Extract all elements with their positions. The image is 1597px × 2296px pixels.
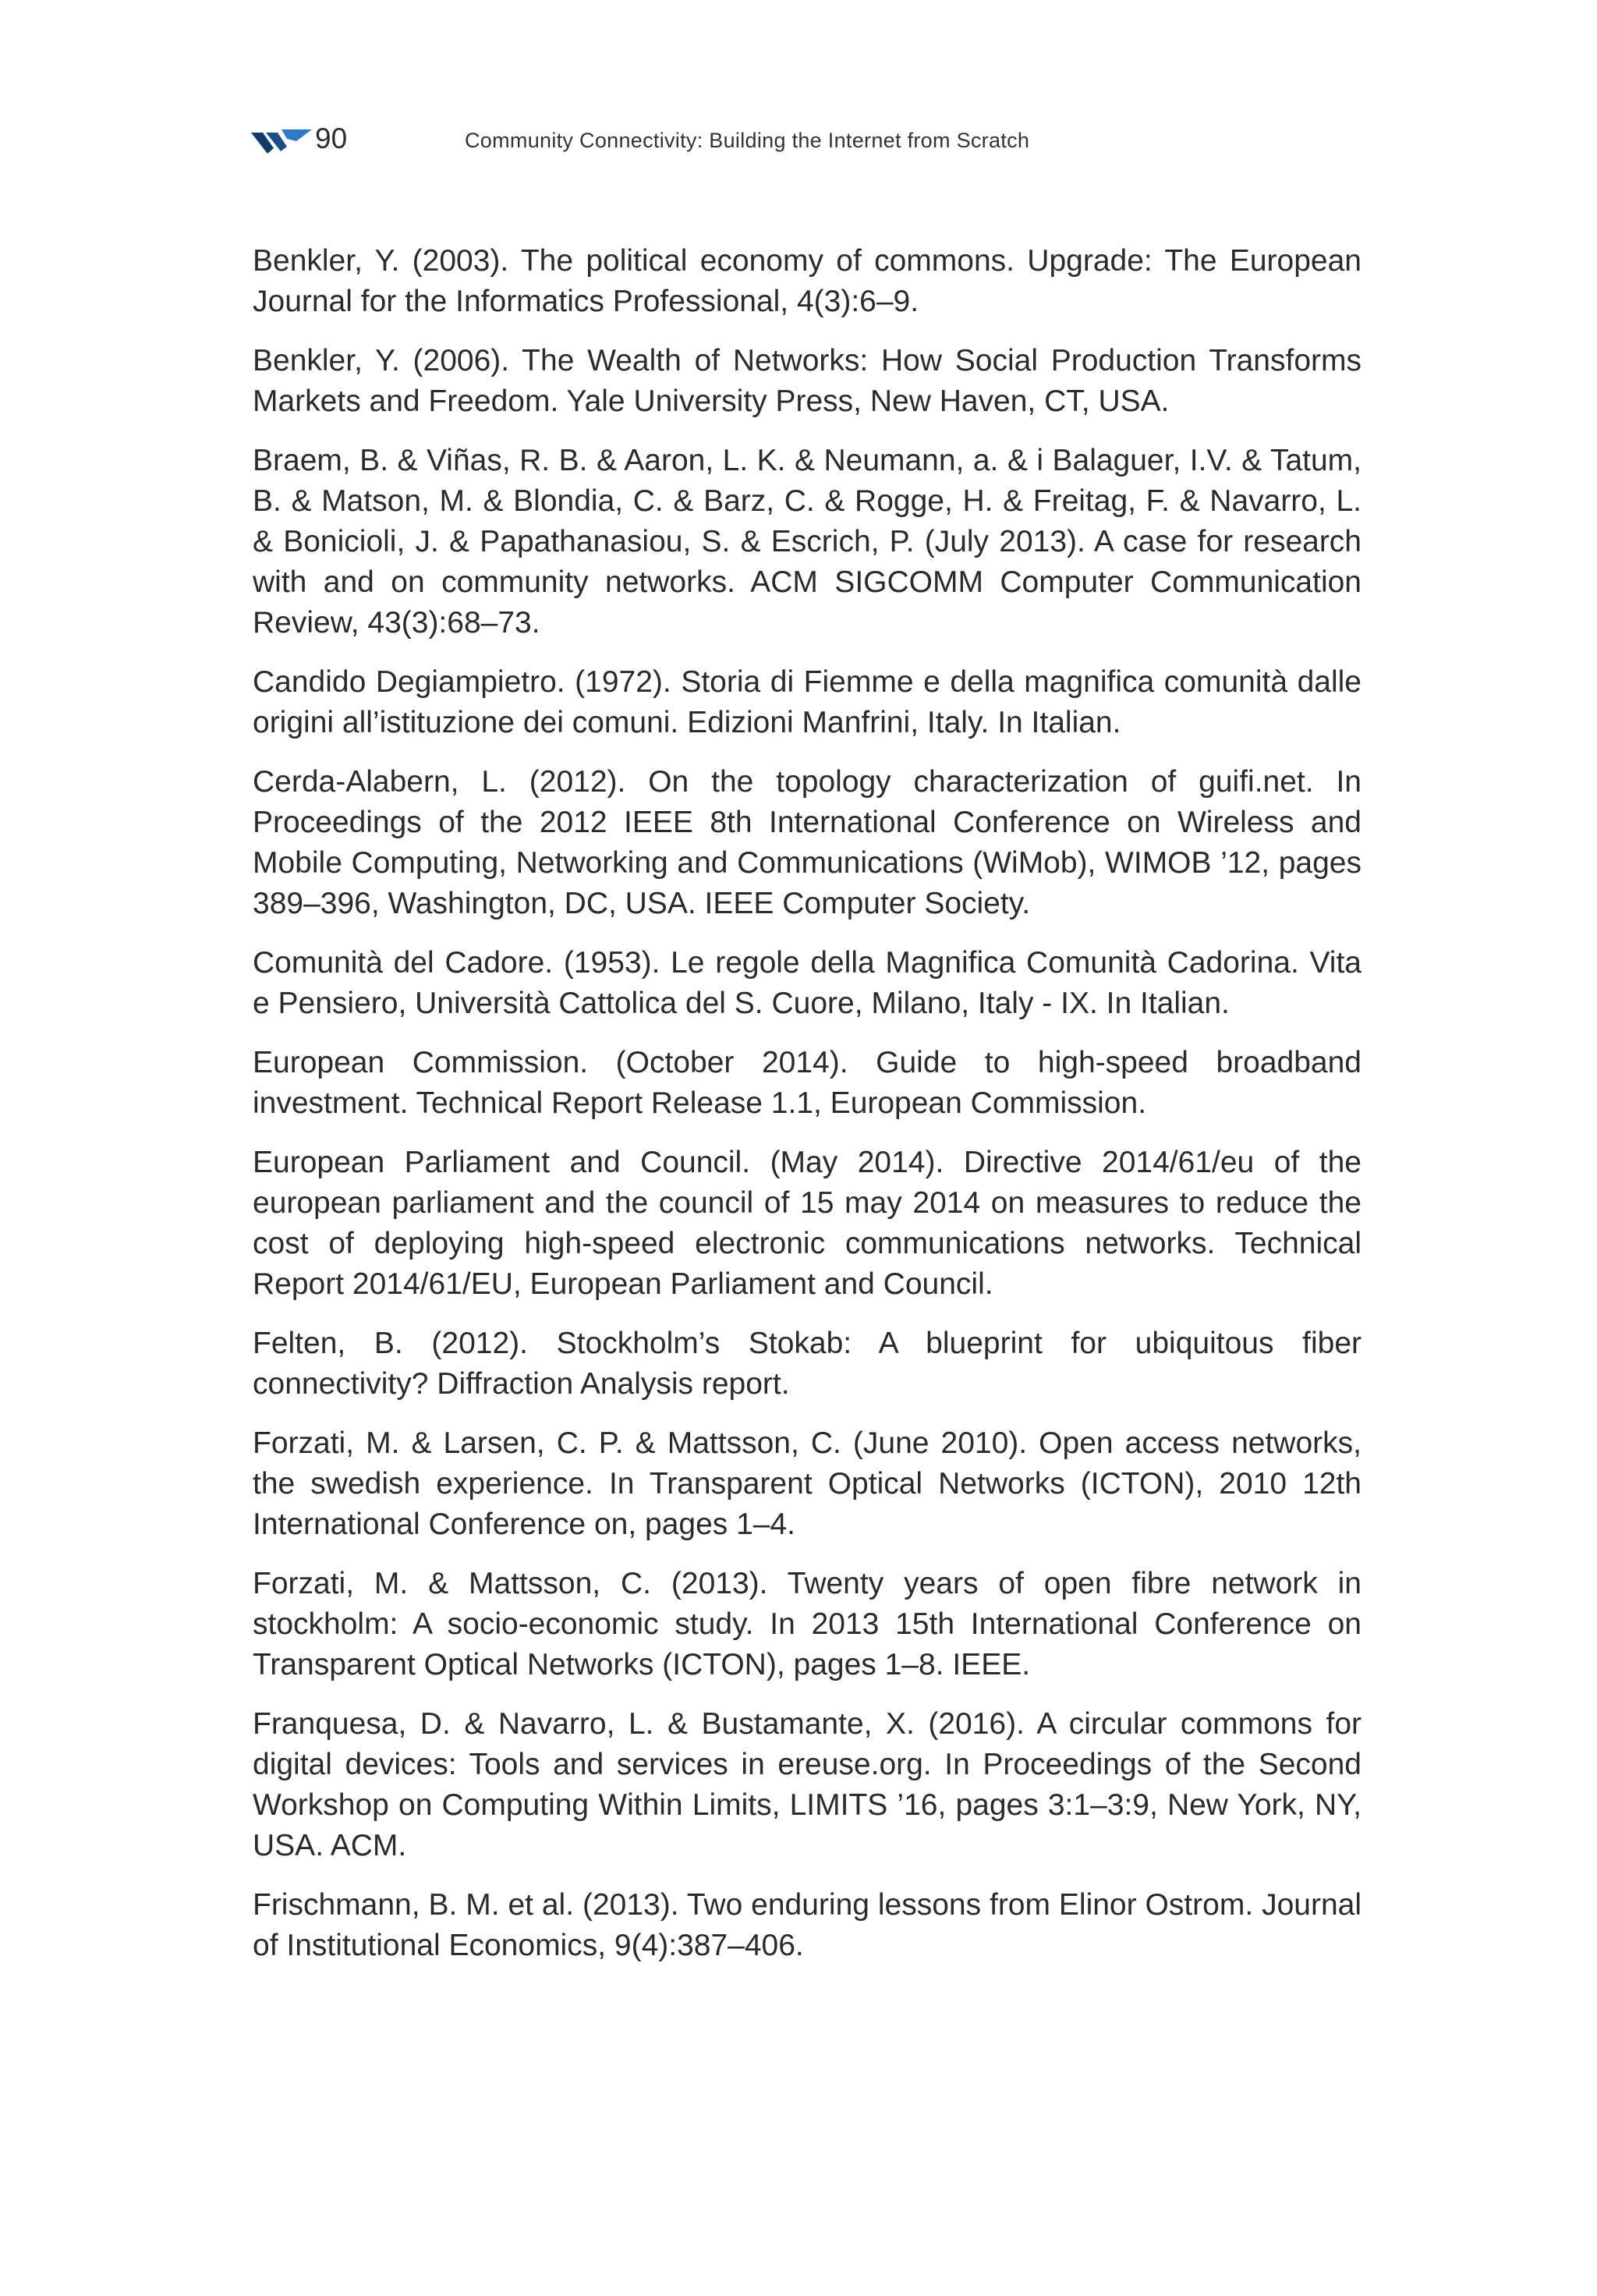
reference-item: Braem, B. & Viñas, R. B. & Aaron, L. K. & Neumann, a. & i Balaguer, I.V. & Tatum, B. & Matson, M. & Blondia, C. & Barz, C. & Rogge, H. & Freitag, F. & Navarro, L. & Bonicioli, J. & Papathanasiou, S. & Escrich, P. (July 2013). A case for research with and on community networks. ACM SIGCOMM Computer Communication Review, 43(3):68–73. <box>253 444 1362 640</box>
reference-item: Forzati, M. & Larsen, C. P. & Mattsson, C. (June 2010). Open access networks, the swedish experience. In Transparent Optical Networks (ICTON), 2010 12th International Conference on, pages 1–4. <box>253 1426 1362 1541</box>
reference-item: Forzati, M. & Mattsson, C. (2013). Twenty years of open fibre network in stockholm: A socio-economic study. In 2013 15th International Conference on Transparent Optical Networks (ICTON), pages 1–8. IEEE. <box>253 1567 1362 1681</box>
page-number: 90 <box>315 122 348 154</box>
reference-item: Benkler, Y. (2006). The Wealth of Networks: How Social Production Transforms Markets and Freedom. Yale University Press, New Haven, CT, USA. <box>253 344 1362 418</box>
reference-item: Felten, B. (2012). Stockholm’s Stokab: A blueprint for ubiquitous fiber connectivity? Diffraction Analysis report. <box>253 1327 1362 1401</box>
running-title-text: Community Connectivity: Building the Internet from Scratch <box>465 129 1030 152</box>
reference-item: Franquesa, D. & Navarro, L. & Bustamante, X. (2016). A circular commons for digital devices: Tools and services in ereuse.org. In Proceedings of the Second Workshop on Computing Within Limits, LIMITS ’16, pages 3:1–3:9, New York, NY, USA. ACM. <box>253 1707 1362 1862</box>
reference-item: Frischmann, B. M. et al. (2013). Two enduring lessons from Elinor Ostrom. Journal of Institutional Economics, 9(4):387–406. <box>253 1888 1362 1962</box>
reference-list <box>253 241 1362 1985</box>
reference-item: European Commission. (October 2014). Guide to high-speed broadband investment. Technical Report Release 1.1, European Commission. <box>253 1046 1362 1120</box>
reference-item: Comunità del Cadore. (1953). Le regole della Magnifica Comunità Cadorina. Vita e Pensiero, Università Cattolica del S. Cuore, Milano, Italy - IX. In Italian. <box>253 946 1362 1020</box>
publisher-logo-icon <box>251 129 312 154</box>
reference-item: European Parliament and Council. (May 2014). Directive 2014/61/eu of the european parliament and the council of 15 may 2014 on measures to reduce the cost of deploying high-speed electronic communications networks. Technical Report 2014/61/EU, European Parliament and Council. <box>253 1146 1362 1301</box>
reference-item: Benkler, Y. (2003). The political economy of commons. Upgrade: The European Journal for the Informatics Professional, 4(3):6–9. <box>253 244 1362 318</box>
reference-item: Candido Degiampietro. (1972). Storia di Fiemme e della magnifica comunità dalle origini all’istituzione dei comuni. Edizioni Manfrini, Italy. In Italian. <box>253 665 1362 739</box>
reference-item: Cerda-Alabern, L. (2012). On the topology characterization of guifi.net. In Proceedings of the 2012 IEEE 8th International Conference on Wireless and Mobile Computing, Networking and Communications (WiMob), WIMOB ’12, pages 389–396, Washington, DC, USA. IEEE Computer Society. <box>253 765 1362 920</box>
page-header <box>251 117 1358 164</box>
running-title <box>465 126 1029 154</box>
